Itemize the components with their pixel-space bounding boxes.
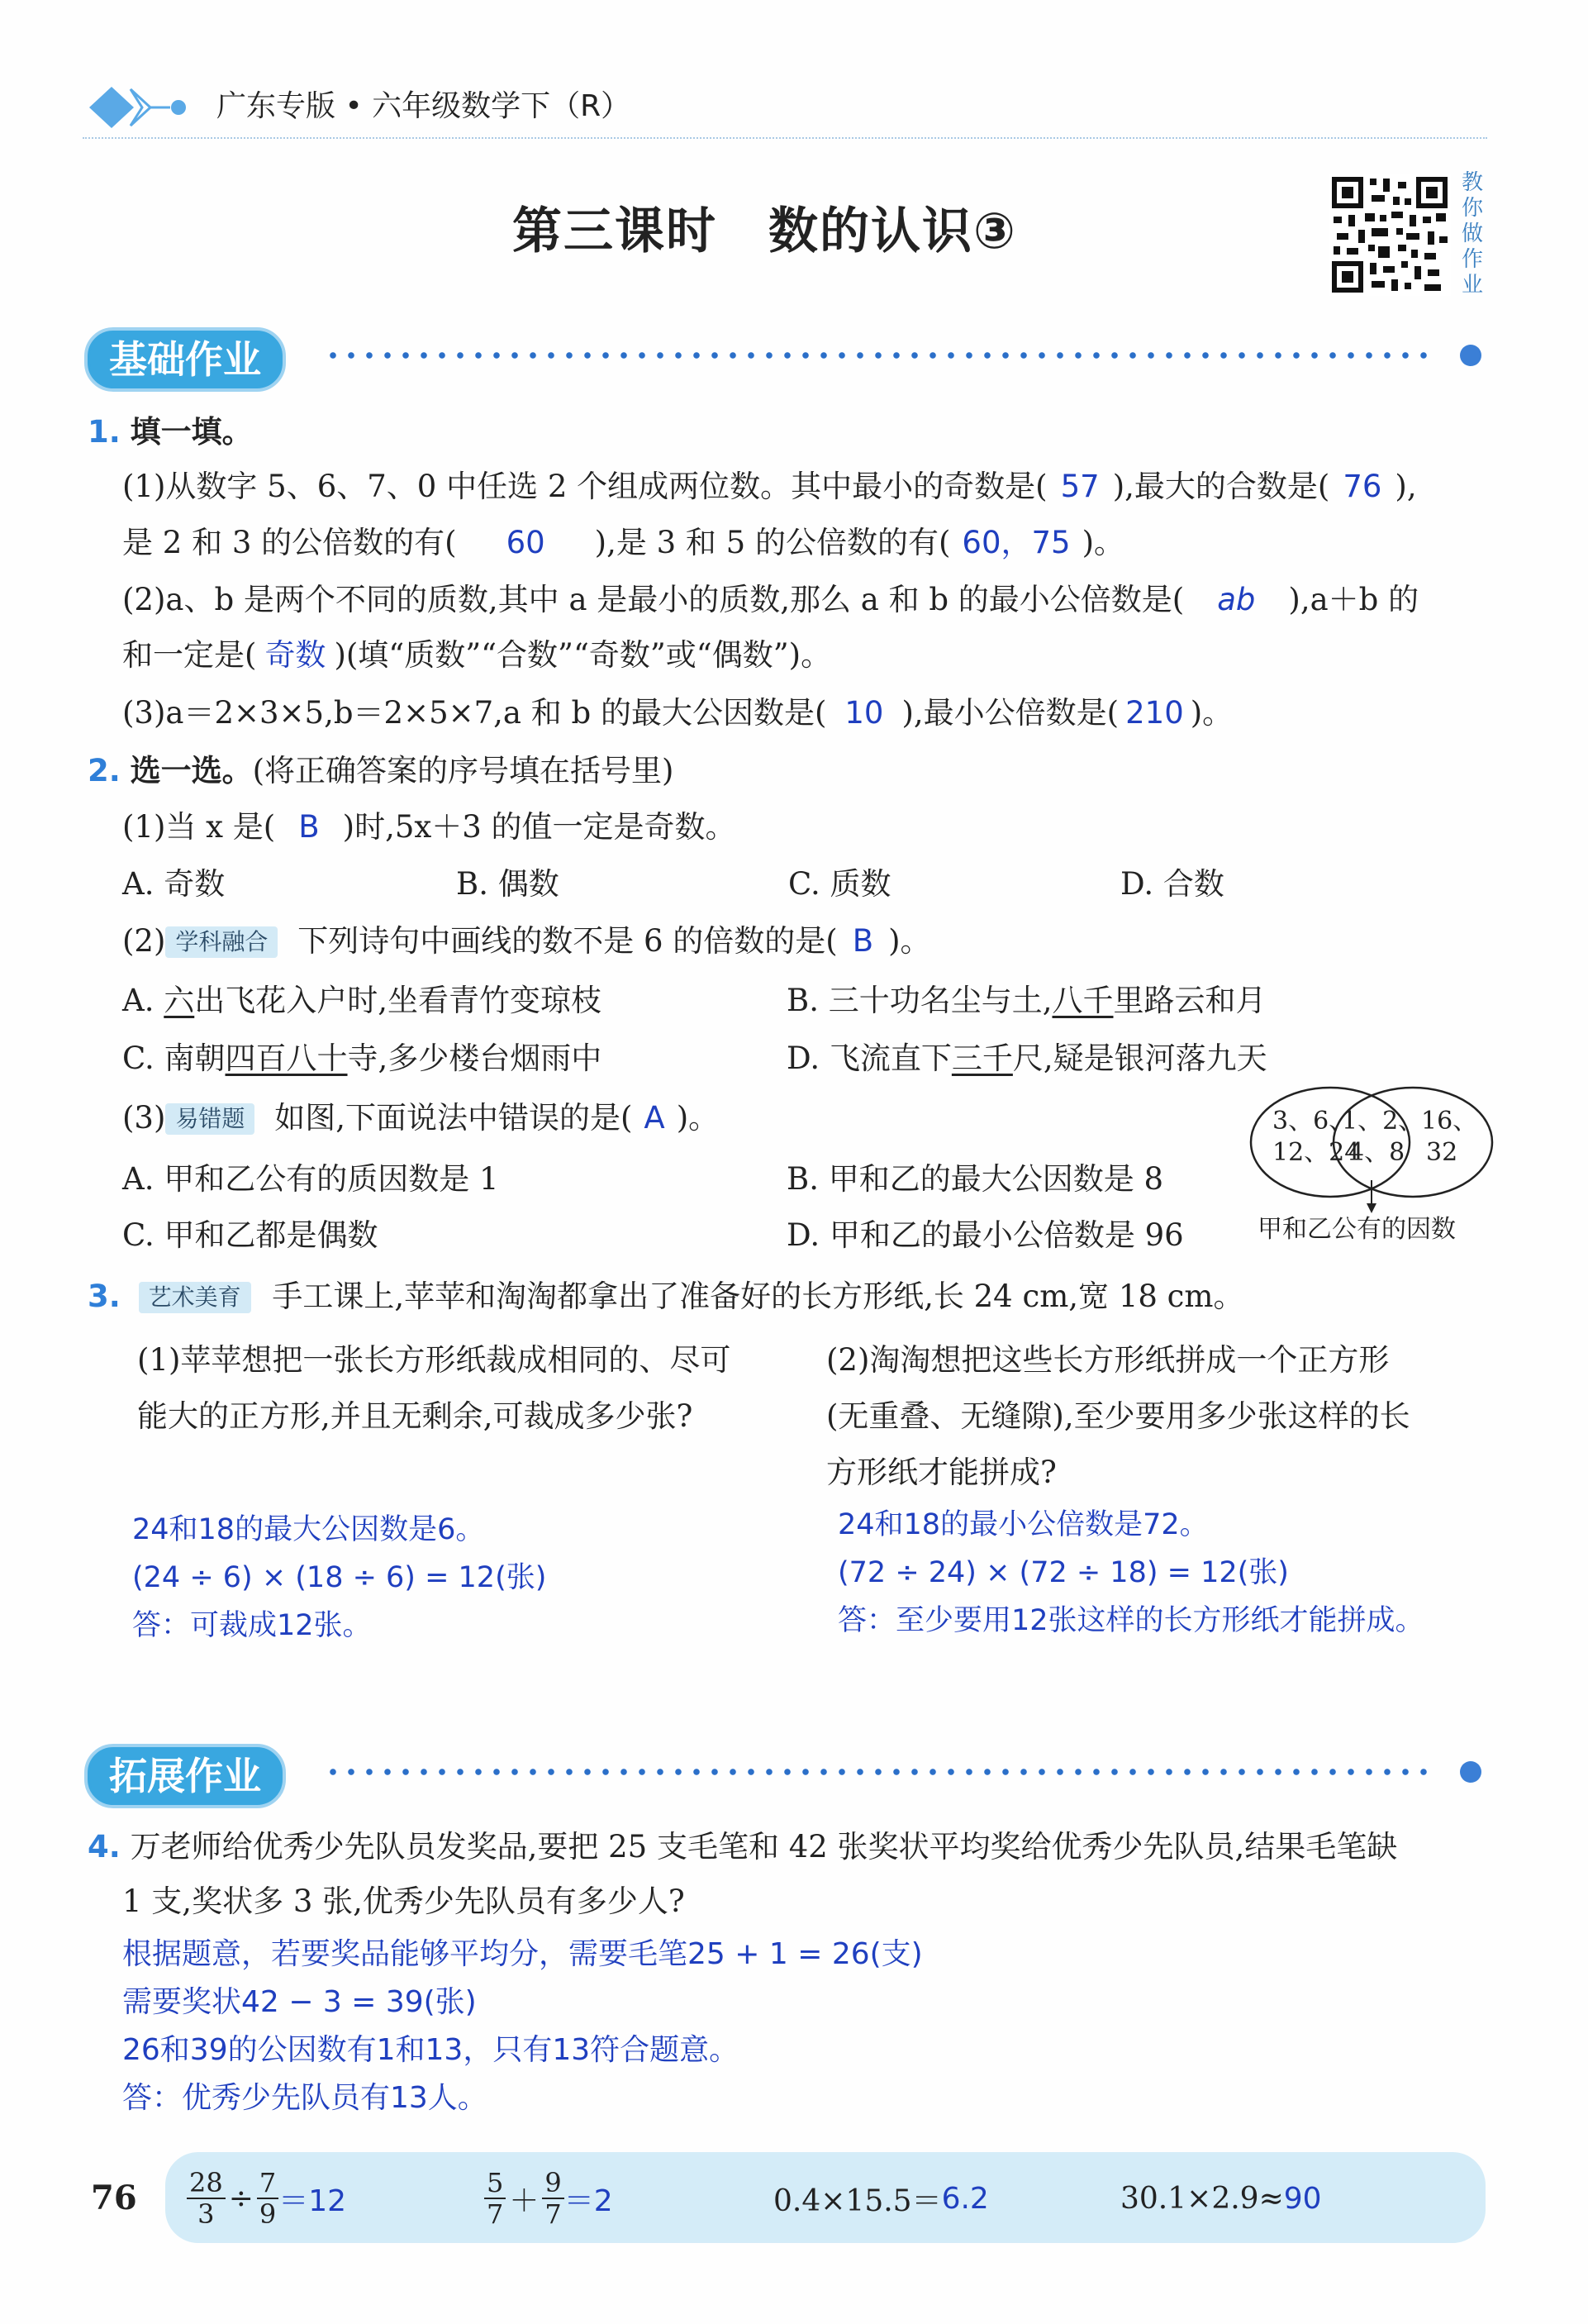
venn-mid-2: 4、8 [1348, 1138, 1405, 1167]
q1-line-5: (3)a＝2×3×5,b＝2×5×7,a 和 b 的最大公因数是( 10 ),最小公倍数是( 210 )。 [122, 695, 1234, 731]
q2-sub2-option-b: B. 三十功名尘与土,八千里路云和月 [787, 983, 1267, 1018]
q2-sub2-option-a: A. 六出飞花入户时,坐看青竹变琼枝 [122, 983, 602, 1018]
subject-tag: 艺术美育 [139, 1282, 251, 1313]
venn-mid-1: 1、2、 [1342, 1107, 1424, 1136]
qr-code-icon[interactable] [1329, 174, 1451, 296]
q2-sub3-option-c: C. 甲和乙都是偶数 [122, 1217, 378, 1253]
q2-sub1-option-d: D. 合数 [1120, 866, 1224, 902]
answer-blank: A [644, 1100, 665, 1136]
answer-blank: 210 [1125, 695, 1184, 731]
qr-caption: 教 你 做 作 业 [1461, 170, 1483, 298]
q2-sub1: (1)当 x 是( B )时,5x＋3 的值一定是奇数。 [122, 809, 736, 845]
q2-sub1-option-b: B. 偶数 [456, 866, 559, 902]
lesson-title: 第三课时 数的认识③ [512, 202, 1017, 260]
subject-tag: 学科融合 [165, 926, 278, 958]
q2-sub3-option-a: A. 甲和乙公有的质因数是 1 [122, 1161, 499, 1197]
q4-line-2: 1 支,奖状多 3 张,优秀少先队员有多少人? [122, 1883, 685, 1919]
venn-caption: 甲和乙公有的因数 [1258, 1215, 1456, 1244]
q2-sub3-option-b: B. 甲和乙的最大公因数是 8 [787, 1161, 1164, 1197]
q2-sub1-option-a: A. 奇数 [122, 866, 226, 902]
answer-blank: B [852, 923, 874, 959]
answer-blank: 60 [506, 525, 545, 560]
q3-left-answer: 24和18的最大公因数是6。 (24 ÷ 6) × (18 ÷ 6) = 12(张) 答：可裁成12张。 [132, 1513, 547, 1642]
section-divider-dots [324, 352, 1429, 359]
q2-sub2-option-d: D. 飞流直下三千尺,疑是银河落九天 [787, 1041, 1267, 1076]
footer-expr-1: $\frac{28}{3}$ ÷ $\frac{7}{9}$ ＝12 [187, 2160, 346, 2236]
q3-right-answer: 24和18的最小公倍数是72。 (72 ÷ 24) × (72 ÷ 18) = 12(张) 答：至少要用12张这样的长方形纸才能拼成。 [838, 1508, 1424, 1637]
q2-sub2-option-c: C. 南朝四百八十寺,多少楼台烟雨中 [122, 1041, 602, 1076]
section-divider-end [1460, 1761, 1481, 1783]
footer-expr-2: $\frac{5}{7}$ ＋ $\frac{9}{7}$ ＝2 [484, 2160, 613, 2236]
q2-hint: (将正确答案的序号填在括号里) [252, 753, 674, 788]
venn-diagram [1248, 1083, 1495, 1248]
answer-blank: 10 [844, 695, 884, 731]
section-basic-badge: 基础作业 [84, 327, 286, 392]
q2-number: 2. [88, 753, 121, 788]
venn-left-1: 3、6、 [1272, 1107, 1354, 1136]
q1-number: 1. [88, 414, 121, 450]
answer-blank: 60，75 [962, 525, 1071, 560]
q1-line-2: 是 2 和 3 的公倍数的有( 60 ),是 3 和 5 的公倍数的有( 60，75 )。 [122, 525, 1125, 560]
footer-expr-3: 0.4×15.5＝ 6.2 [773, 2181, 989, 2218]
page-number: 76 [91, 2179, 137, 2217]
q2-sub3-option-d: D. 甲和乙的最小公倍数是 96 [787, 1217, 1184, 1253]
q4-line-1: 4. 万老师给优秀少先队员发奖品,要把 25 支毛笔和 42 张奖状平均奖给优秀少先队员,结果毛笔缺 [88, 1829, 1398, 1864]
q2-sub2: (2) 学科融合 下列诗句中画线的数不是 6 的倍数的是( B )。 [122, 923, 931, 959]
q3-right-question: (2)淘淘想把这些长方形纸拼成一个正方形 (无重叠、无缝隙),至少要用多少张这样的长 方形纸才能拼成? [826, 1342, 1410, 1490]
difficulty-tag: 易错题 [165, 1103, 254, 1135]
answer-blank: B [298, 809, 320, 845]
q2-sub3: (3) 易错题 如图,下面说法中错误的是( A )。 [122, 1100, 720, 1136]
section-divider-dots [324, 1769, 1429, 1775]
answer-blank: 57 [1060, 469, 1100, 504]
q2-sub1-option-c: C. 质数 [788, 866, 891, 902]
footer-expr-4: 30.1×2.9≈ 90 [1120, 2181, 1322, 2216]
q4-answer: 根据题意，若要奖品能够平均分，需要毛笔25 + 1 = 26(支) 需要奖状42 − 3 = 39(张) 26和39的公因数有1和13，只有13符合题意。 答：优秀少先队员有13人。 [122, 1937, 923, 2115]
section-extended-badge: 拓展作业 [84, 1744, 286, 1808]
q3-header: 3. 艺术美育 手工课上,苹苹和淘淘都拿出了准备好的长方形纸,长 24 cm,宽 18 cm。 [88, 1279, 1244, 1314]
venn-right-2: 32 [1426, 1138, 1458, 1167]
q3-left-question: (1)苹苹想把一张长方形纸裁成相同的、尽可 能大的正方形,并且无剩余,可裁成多少张? [137, 1342, 731, 1434]
answer-blank: 76 [1343, 469, 1382, 504]
section-divider-end [1460, 345, 1481, 366]
header-divider [83, 137, 1487, 139]
q2-title: 选一选。 [130, 753, 253, 788]
answer-blank: ab [1217, 582, 1256, 617]
header-diamond-icon [83, 83, 190, 132]
venn-right-1: 16、 [1421, 1107, 1478, 1136]
q1-line-4: 和一定是( 奇数 )(填“质数”“合数”“奇数”或“偶数”)。 [122, 637, 832, 673]
venn-left-2: 12、24 [1272, 1138, 1361, 1167]
q1-line-3: (2)a、b 是两个不同的质数,其中 a 是最小的质数,那么 a 和 b 的最小公倍数是( ab ),a＋b 的 [122, 582, 1419, 617]
answer-blank: 奇数 [264, 637, 326, 673]
book-title: 广东专版 • 六年级数学下（R） [216, 89, 631, 123]
q1-title: 填一填。 [130, 414, 253, 450]
q1-line-1: (1)从数字 5、6、7、0 中任选 2 个组成两位数。其中最小的奇数是( 57 ),最大的合数是( 76 ), [122, 469, 1417, 504]
